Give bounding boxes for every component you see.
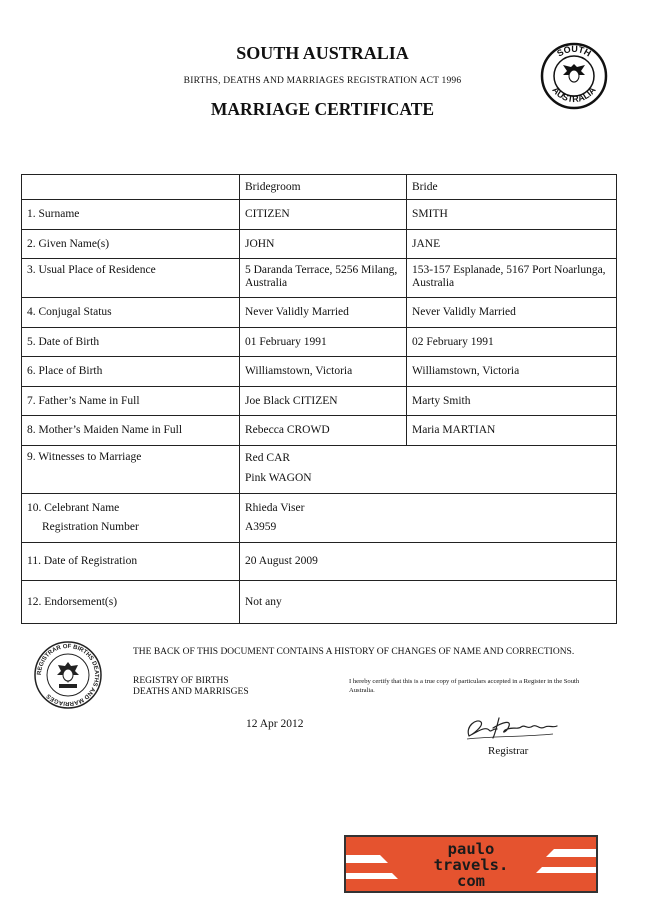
svg-text:AUSTRALIA: AUSTRALIA — [550, 84, 598, 105]
row-label: 2. Given Name(s) — [22, 230, 240, 259]
groom-value: Rebecca CROWD — [240, 416, 407, 446]
table-header-row — [22, 175, 617, 200]
banner-line: com — [457, 872, 485, 890]
registration-date-value: 20 August 2009 — [240, 543, 617, 581]
certification-statement: I hereby certify that this is a true copy of particulars accepted in a Register in the South Australia. — [349, 678, 580, 694]
row-label: 8. Mother’s Maiden Name in Full — [22, 416, 240, 446]
registration-date-row — [22, 543, 617, 581]
svg-text:REGISTRAR OF BIRTHS DEATHS AND: REGISTRAR OF BIRTHS DEATHS AND MARRIAGES — [36, 643, 100, 707]
witness-name: Pink WAGON — [245, 472, 312, 484]
witnesses-label: 9. Witnesses to Marriage — [22, 446, 240, 494]
watermark-banner — [344, 835, 598, 893]
table-row — [22, 200, 617, 230]
back-note: THE BACK OF THIS DOCUMENT CONTAINS A HISTORY OF CHANGES OF NAME AND CORRECTIONS. — [133, 647, 575, 657]
table-row — [22, 298, 617, 328]
registration-number-label: Registration Number — [42, 521, 139, 533]
registry-seal-icon — [33, 640, 103, 710]
endorsement-label: 12. Endorsement(s) — [22, 581, 240, 624]
header-cell-bride: Bride — [407, 175, 617, 200]
groom-value: 01 February 1991 — [240, 328, 407, 357]
bride-value: SMITH — [407, 200, 617, 230]
witnesses-cell — [240, 446, 617, 494]
table-row — [22, 328, 617, 357]
celebrant-label-cell — [22, 494, 240, 543]
table-row — [22, 230, 617, 259]
table-row — [22, 416, 617, 446]
table-row — [22, 357, 617, 387]
groom-value: 5 Daranda Terrace, 5256 Milang, Australia — [240, 259, 407, 298]
groom-value: JOHN — [240, 230, 407, 259]
row-label: 1. Surname — [22, 200, 240, 230]
endorsement-row — [22, 581, 617, 624]
certificate-table — [21, 174, 617, 624]
bride-value: 02 February 1991 — [407, 328, 617, 357]
celebrant-name: Rhieda Viser — [245, 502, 305, 514]
act-subtitle: BIRTHS, DEATHS AND MARRIAGES REGISTRATION ACT 1996 — [183, 76, 462, 86]
bride-value: 153-157 Esplanade, 5167 Port Noarlunga, Australia — [407, 259, 617, 298]
witness-name: Red CAR — [245, 452, 291, 464]
banner-line: paulo — [447, 840, 495, 858]
row-label: 4. Conjugal Status — [22, 298, 240, 328]
header-cell-label — [22, 175, 240, 200]
row-label: 5. Date of Birth — [22, 328, 240, 357]
row-label: 3. Usual Place of Residence — [22, 259, 240, 298]
groom-value: Williamstown, Victoria — [240, 357, 407, 387]
print-date: 12 Apr 2012 — [246, 718, 304, 730]
bride-value: Maria MARTIAN — [407, 416, 617, 446]
registration-date-label: 11. Date of Registration — [22, 543, 240, 581]
endorsement-value: Not any — [240, 581, 617, 624]
banner-line: travels. — [433, 856, 509, 874]
row-label: 6. Place of Birth — [22, 357, 240, 387]
bride-value: Williamstown, Victoria — [407, 357, 617, 387]
state-title: SOUTH AUSTRALIA — [236, 43, 409, 63]
row-label: 7. Father’s Name in Full — [22, 387, 240, 416]
witnesses-row — [22, 446, 617, 494]
celebrant-label: 10. Celebrant Name — [27, 502, 120, 514]
groom-value: Never Validly Married — [240, 298, 407, 328]
groom-value: Joe Black CITIZEN — [240, 387, 407, 416]
bride-value: Never Validly Married — [407, 298, 617, 328]
registrar-title: Registrar — [488, 745, 529, 757]
registration-number: A3959 — [245, 521, 277, 533]
table-row — [22, 259, 617, 298]
registry-line-2: DEATHS AND MARRISGES — [133, 687, 249, 697]
groom-value: CITIZEN — [240, 200, 407, 230]
bride-value: JANE — [407, 230, 617, 259]
svg-text:SOUTH: SOUTH — [555, 43, 593, 59]
state-seal-icon — [540, 42, 608, 110]
table-row — [22, 387, 617, 416]
registry-line-1: REGISTRY OF BIRTHS — [133, 676, 229, 686]
celebrant-value-cell — [240, 494, 617, 543]
bride-value: Marty Smith — [407, 387, 617, 416]
document-title: MARRIAGE CERTIFICATE — [210, 99, 435, 119]
header-cell-bridegroom: Bridegroom — [240, 175, 407, 200]
celebrant-row — [22, 494, 617, 543]
banner-text — [396, 841, 546, 889]
registrar-signature-icon — [463, 712, 563, 744]
